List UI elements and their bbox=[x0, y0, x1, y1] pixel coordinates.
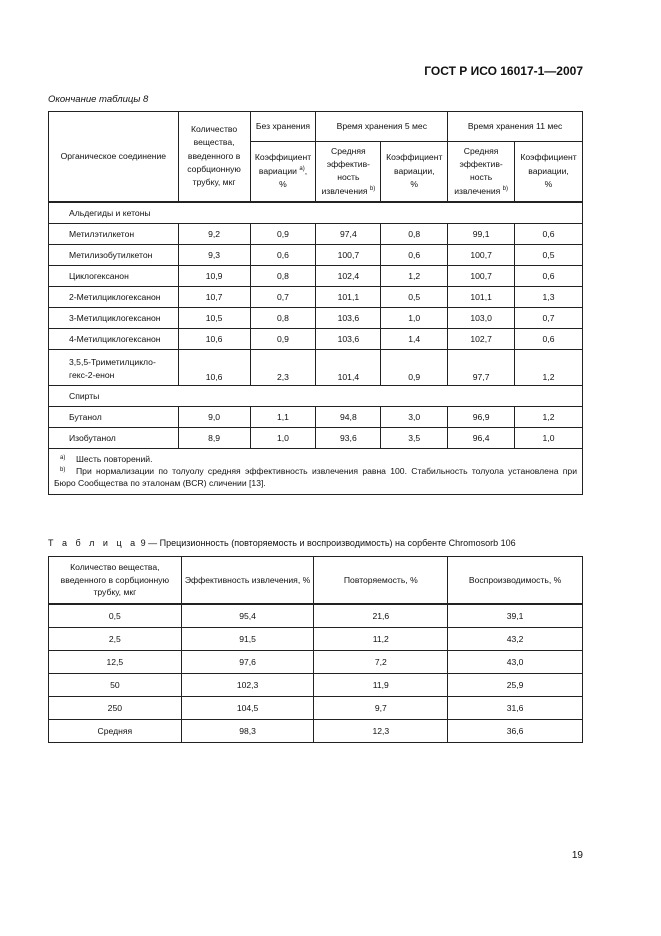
table-row: 3,5,5-Триметилцикло- гекс-2-енон 10,6 2,3 101,4 0,9 97,7 1,2 bbox=[49, 349, 583, 385]
group-row: Альдегиды и кетоны bbox=[49, 202, 583, 224]
header-eff-11: Средняя эффектив-ность извлечения $^{b)}$ bbox=[448, 142, 515, 202]
table-row: 250 104,5 9,7 31,6 bbox=[49, 697, 583, 720]
table-row: 12,5 97,6 7,2 43,0 bbox=[49, 651, 583, 674]
table-row: 2,5 91,5 11,2 43,2 bbox=[49, 628, 583, 651]
table-row: 50 102,3 11,9 25,9 bbox=[49, 674, 583, 697]
table8-footnotes bbox=[49, 448, 583, 494]
table8-caption: Окончание таблицы 8 bbox=[48, 94, 149, 105]
header-cv-11: Коэффициент вариации, % bbox=[515, 142, 583, 202]
table-row: Метилизобутилкетон 9,3 0,6 100,7 0,6 100,7 0,5 bbox=[49, 244, 583, 265]
header-storage-11: Время хранения 11 мес bbox=[448, 112, 583, 142]
table-row: 0,5 95,4 21,6 39,1 bbox=[49, 604, 583, 628]
table-row: Циклогексанон 10,9 0,8 102,4 1,2 100,7 0,6 bbox=[49, 265, 583, 286]
table-row: 4-Метилциклогексанон 10,6 0,9 103,6 1,4 102,7 0,6 bbox=[49, 328, 583, 349]
header-cv-0: Коэффициент вариации $^{а)}$, % bbox=[250, 142, 316, 202]
footnote-a: а) Шесть повторений. bbox=[60, 453, 153, 464]
header-amount: Количество вещества, введенного в сорбционную трубку, мкг bbox=[178, 112, 250, 202]
header-storage-5: Время хранения 5 мес bbox=[316, 112, 448, 142]
table-row: Бутанол 9,0 1,1 94,8 3,0 96,9 1,2 bbox=[49, 406, 583, 427]
header-no-storage: Без хранения bbox=[250, 112, 316, 142]
footnote-b: b) При нормализации по толуолу средняя эффективность извлечения равна 100. Стабильность толуола установлена при Бюро Сообщества по эталонам (BCR) сличении [13]. bbox=[54, 465, 577, 488]
document-code: ГОСТ Р ИСО 16017-1—2007 bbox=[424, 64, 583, 78]
table-row: 2-Метилциклогексанон 10,7 0,7 101,1 0,5 101,1 1,3 bbox=[49, 286, 583, 307]
table9-caption: Т а б л и ц а 9 — Прецизионность (повторяемость и воспроизводимость) на сорбенте Chromosorb 106 bbox=[48, 538, 516, 548]
header-eff-5: Средняя эффектив-ность извлечения $^{b)}$ bbox=[316, 142, 381, 202]
header-compound: Органическое соединение bbox=[49, 112, 179, 202]
group-row: Спирты bbox=[49, 385, 583, 406]
header-reproducibility: Воспроизводимость, % bbox=[448, 557, 583, 605]
table-8 bbox=[48, 111, 583, 495]
header-amount: Количество вещества, введенного в сорбционную трубку, мкг bbox=[49, 557, 182, 605]
header-repeatability: Повторяемость, % bbox=[314, 557, 448, 605]
header-efficiency: Эффективность извлечения, % bbox=[181, 557, 314, 605]
table-row-average: Средняя 98,3 12,3 36,6 bbox=[49, 720, 583, 743]
header-cv-5: Коэффициент вариации, % bbox=[381, 142, 448, 202]
page-number: 19 bbox=[571, 850, 583, 861]
table-9 bbox=[48, 556, 583, 743]
table-row: 3-Метилциклогексанон 10,5 0,8 103,6 1,0 103,0 0,7 bbox=[49, 307, 583, 328]
table-row: Метилэтилкетон 9,2 0,9 97,4 0,8 99,1 0,6 bbox=[49, 223, 583, 244]
table-row: Изобутанол 8,9 1,0 93,6 3,5 96,4 1,0 bbox=[49, 427, 583, 448]
